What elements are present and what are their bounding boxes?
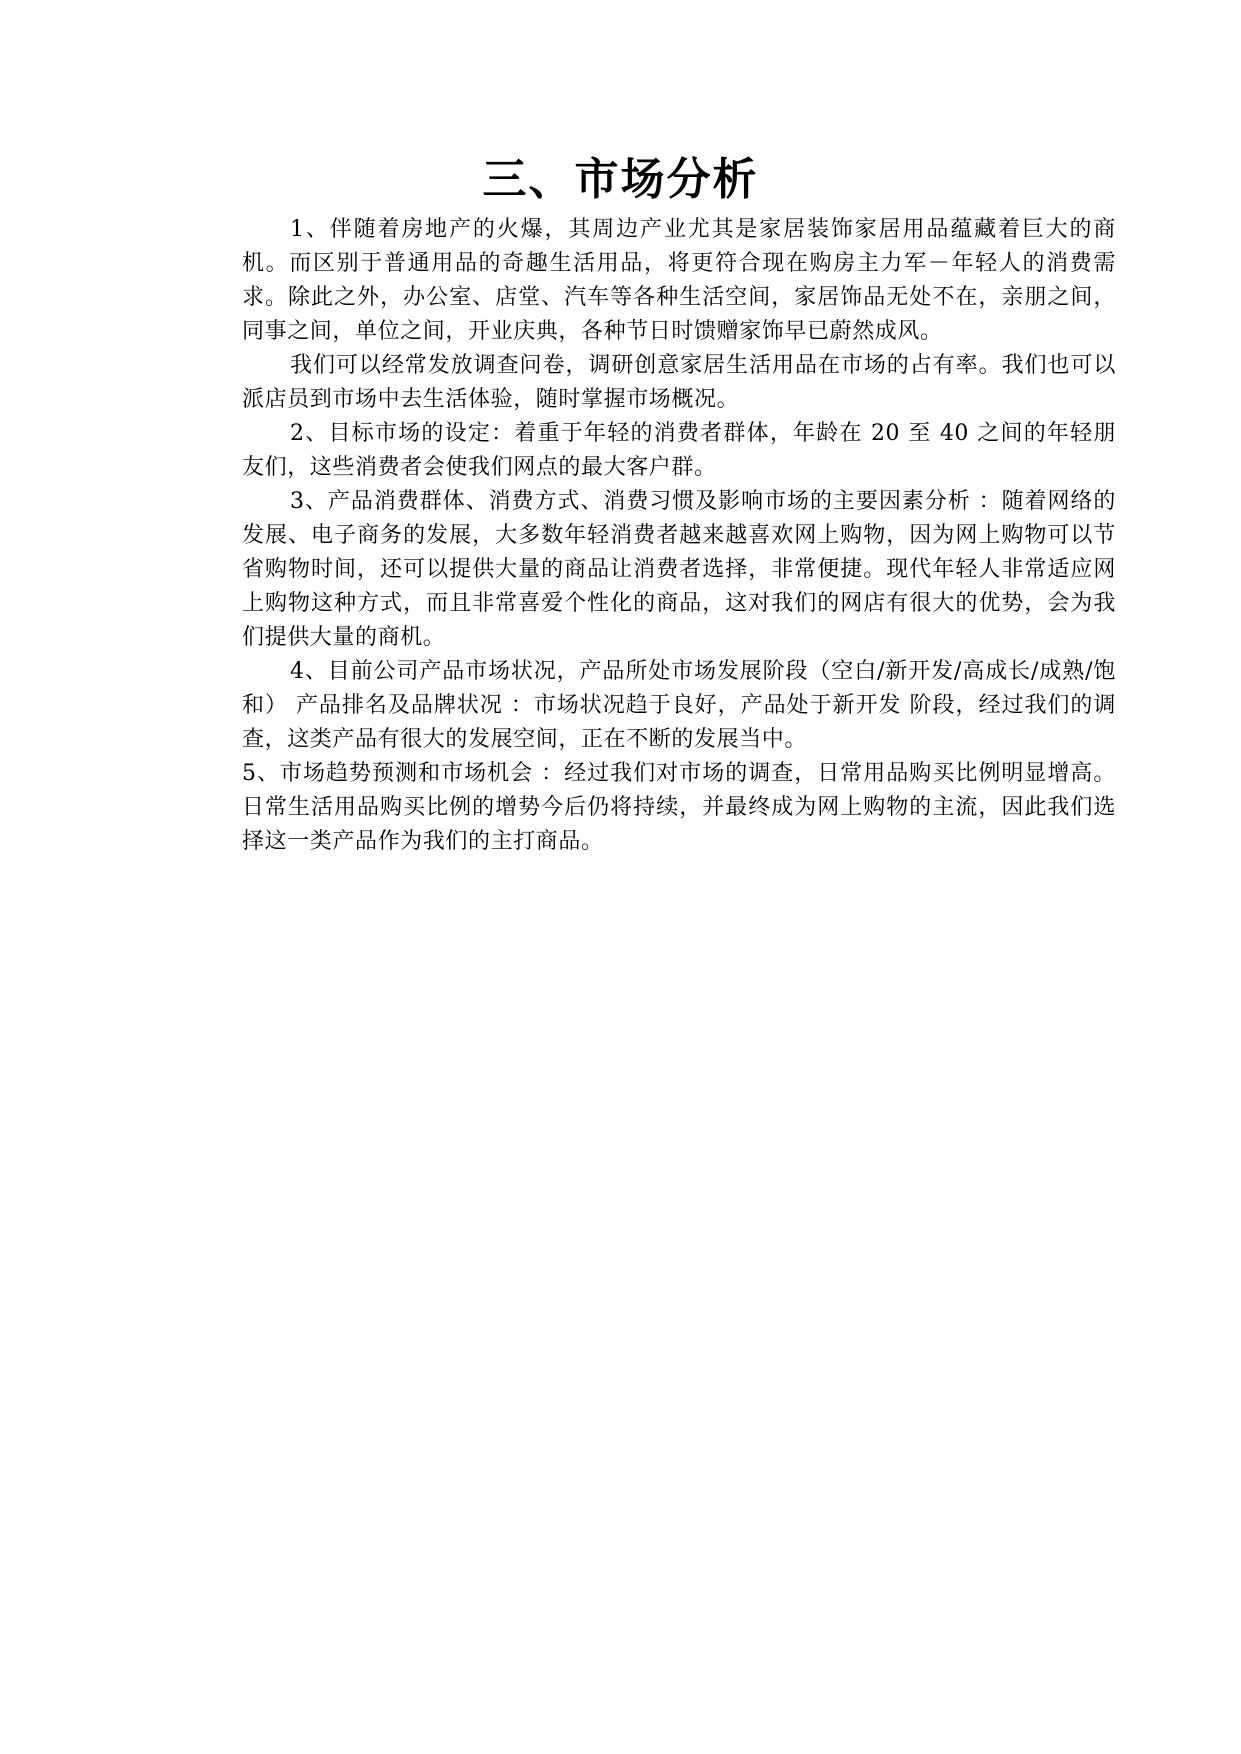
- paragraph-consumer-analysis: 3、产品消费群体、消费方式、消费习惯及影响市场的主要因素分析 ：随着网络的发展、电子商务的发展，大多数年轻消费者越来越喜欢网上购物，因为网上购物可以节省购物时间，还可以提供大量的商品让消费者选择，非常便捷。现代年轻人非常适应网上购物这种方式，而且非常喜爱个性化的商品，这对我们的网店有很大的优势，会为我们提供大量的商机。: [242, 489, 1116, 650]
- paragraph-target-market: 2、目标市场的设定：着重于年轻的消费者群体，年龄在 20 至 40 之间的年轻朋友们，这些消费者会使我们网点的最大客户群。: [242, 421, 1116, 480]
- paragraph-market-forecast: 5、市场趋势预测和市场机会 ：经过我们对市场的调查，日常用品购买比例明显增高。日常生活用品购买比例的增势今后仍将持续，并最终成为网上购物的主流，因此我们选择这一类产品作为我们的主打商品。: [242, 761, 1116, 854]
- page-title: 三、市场分析: [482, 154, 759, 205]
- paragraph-market-opportunity: 1、伴随着房地产的火爆，其周边产业尤其是家居装饰家居用品蕴藏着巨大的商机。而区别于普通用品的奇趣生活用品，将更符合现在购房主力军－年轻人的消费需求。除此之外，办公室、店堂、汽车等各种生活空间，家居饰品无处不在，亲朋之间，同事之间，单位之间，开业庆典，各种节日时馈赠家饰早已蔚然成风。: [242, 217, 1116, 344]
- document-body: [242, 213, 1116, 859]
- paragraph-market-status: 4、目前公司产品市场状况，产品所处市场发展阶段（空白/新开发/高成长/成熟/饱和） 产品排名及品牌状况 ：市场状况趋于良好，产品处于新开发 阶段，经过我们的调查，这类产品有很大的发展空间，正在不断的发展当中。: [242, 659, 1116, 752]
- paragraph-survey-plan: 我们可以经常发放调查问卷，调研创意家居生活用品在市场的占有率。我们也可以派店员到市场中去生活体验，随时掌握市场概况。: [242, 353, 1116, 412]
